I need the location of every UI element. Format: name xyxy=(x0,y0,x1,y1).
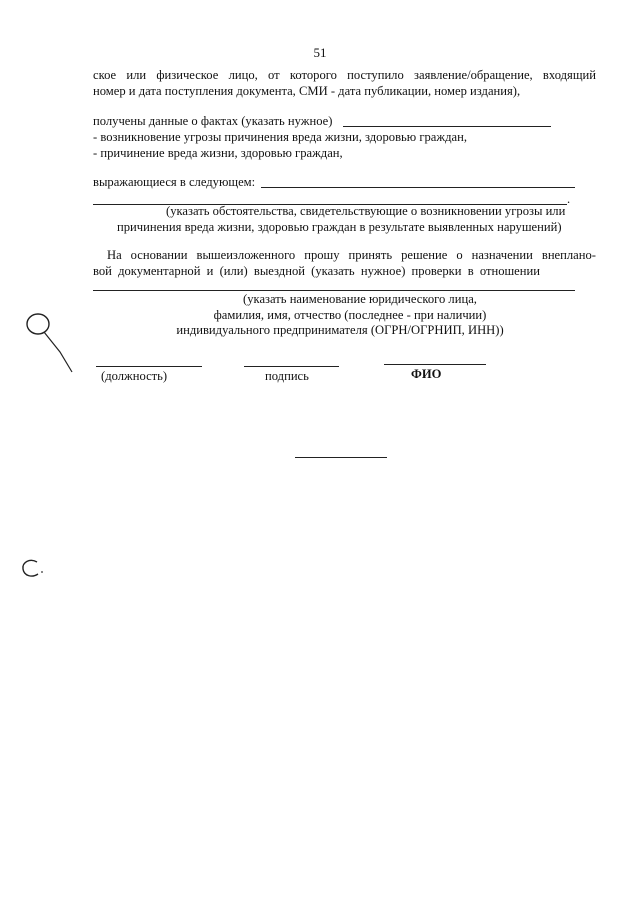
position-blank-line[interactable] xyxy=(96,366,202,367)
name-blank-line[interactable] xyxy=(384,364,486,365)
binder-hole-bottom-icon xyxy=(18,556,48,584)
fact-option-threat: - возникновение угрозы причинения вреда жизни, здоровью граждан, xyxy=(93,130,467,144)
request-line-1: На основании вышеизложенного прошу принять решение о назначении внеплано- xyxy=(107,248,596,262)
binder-hole-top-icon xyxy=(20,310,80,385)
intro-line-2: номер и дата поступления документа, СМИ - дата публикации, номер издания), xyxy=(93,84,521,98)
page-number: 51 xyxy=(313,45,327,60)
fact-option-harm: - причинение вреда жизни, здоровью граждан, xyxy=(93,146,343,160)
entity-note-line-3: индивидуального предпринимателя (ОГРН/ОГРНИП, ИНН)) xyxy=(176,323,504,337)
name-label: ФИО xyxy=(411,367,442,381)
entity-note-line-2: фамилия, имя, отчество (последнее - при наличии) xyxy=(213,308,487,322)
end-separator-line xyxy=(295,457,387,458)
signature-blank-line[interactable] xyxy=(244,366,339,367)
intro-line-1: ское или физическое лицо, от которого поступило заявление/обращение, входящий xyxy=(93,68,596,82)
expressed-end-period: . xyxy=(567,192,571,206)
expressed-label: выражающиеся в следующем: xyxy=(93,175,256,189)
signature-label: подпись xyxy=(265,369,309,383)
circumstances-note-line-2: причинения вреда жизни, здоровью граждан в результате выявленных нарушений) xyxy=(117,220,562,234)
position-label: (должность) xyxy=(101,369,168,383)
facts-blank-line[interactable] xyxy=(343,126,551,127)
facts-label: получены данные о фактах (указать нужное) xyxy=(93,114,333,128)
entity-blank-line[interactable] xyxy=(93,290,575,291)
request-line-2: вой документарной и (или) выездной (указать нужное) проверки в отношении xyxy=(93,264,540,278)
circumstances-note-line-1: (указать обстоятельства, свидетельствующие о возникновении угрозы или xyxy=(166,204,566,218)
expressed-blank-line-1[interactable] xyxy=(261,187,575,188)
entity-note-line-1: (указать наименование юридического лица, xyxy=(243,292,477,306)
